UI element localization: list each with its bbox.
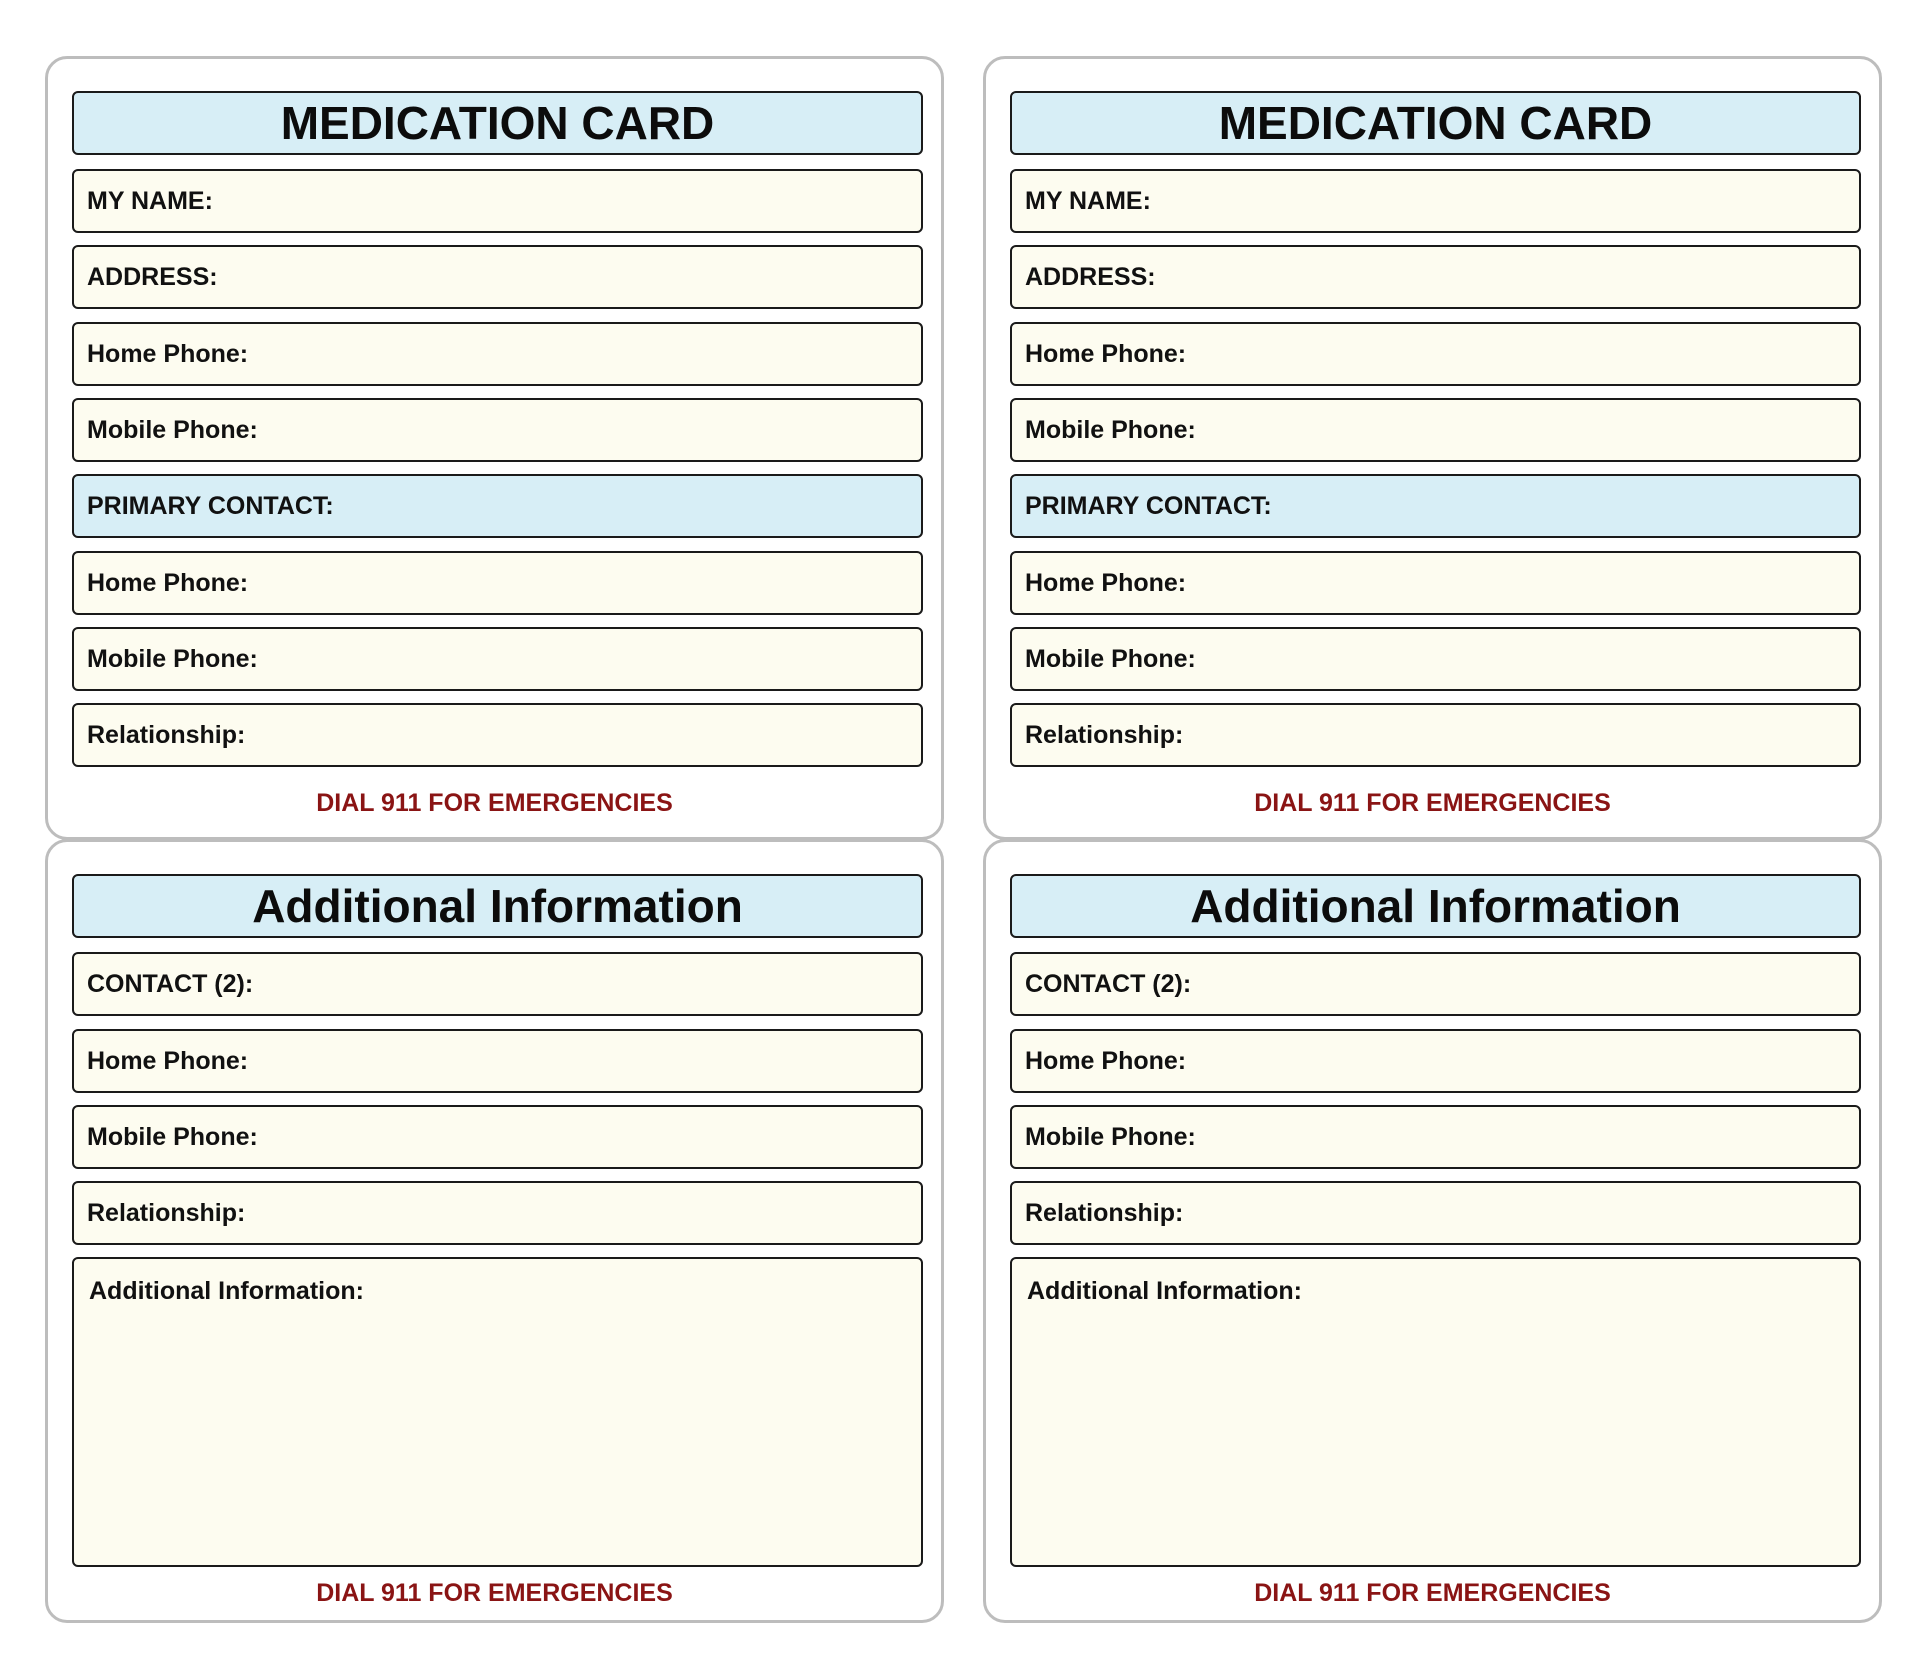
contact-home-phone-field[interactable]: Home Phone:: [1010, 551, 1861, 615]
emergency-notice: DIAL 911 FOR EMERGENCIES: [316, 789, 673, 817]
contact-2-relationship-field[interactable]: Relationship:: [1010, 1181, 1861, 1245]
address-field[interactable]: ADDRESS:: [1010, 245, 1861, 309]
card-title: Additional Information: [72, 874, 923, 938]
contact-2-mobile-phone-field[interactable]: Mobile Phone:: [72, 1105, 923, 1169]
address-field[interactable]: ADDRESS:: [72, 245, 923, 309]
medication-card-front-left: [45, 56, 944, 840]
home-phone-field[interactable]: Home Phone:: [72, 322, 923, 386]
mobile-phone-field[interactable]: Mobile Phone:: [1010, 398, 1861, 462]
contact-2-field[interactable]: CONTACT (2):: [72, 952, 923, 1016]
medication-card-front-right: [983, 56, 1882, 840]
my-name-field[interactable]: MY NAME:: [72, 169, 923, 233]
additional-information-field[interactable]: Additional Information:: [1010, 1257, 1861, 1567]
my-name-field[interactable]: MY NAME:: [1010, 169, 1861, 233]
emergency-notice: DIAL 911 FOR EMERGENCIES: [316, 1579, 673, 1607]
card-title: MEDICATION CARD: [1010, 91, 1861, 155]
additional-information-field[interactable]: Additional Information:: [72, 1257, 923, 1567]
mobile-phone-field[interactable]: Mobile Phone:: [72, 398, 923, 462]
contact-2-home-phone-field[interactable]: Home Phone:: [1010, 1029, 1861, 1093]
relationship-field[interactable]: Relationship:: [1010, 703, 1861, 767]
additional-info-card-left: [45, 839, 944, 1623]
contact-2-field[interactable]: CONTACT (2):: [1010, 952, 1861, 1016]
contact-home-phone-field[interactable]: Home Phone:: [72, 551, 923, 615]
contact-2-relationship-field[interactable]: Relationship:: [72, 1181, 923, 1245]
relationship-field[interactable]: Relationship:: [72, 703, 923, 767]
primary-contact-field[interactable]: PRIMARY CONTACT:: [72, 474, 923, 538]
contact-2-home-phone-field[interactable]: Home Phone:: [72, 1029, 923, 1093]
home-phone-field[interactable]: Home Phone:: [1010, 322, 1861, 386]
emergency-notice: DIAL 911 FOR EMERGENCIES: [1254, 1579, 1611, 1607]
primary-contact-field[interactable]: PRIMARY CONTACT:: [1010, 474, 1861, 538]
emergency-notice: DIAL 911 FOR EMERGENCIES: [1254, 789, 1611, 817]
contact-mobile-phone-field[interactable]: Mobile Phone:: [1010, 627, 1861, 691]
additional-info-card-right: [983, 839, 1882, 1623]
card-title: MEDICATION CARD: [72, 91, 923, 155]
card-title: Additional Information: [1010, 874, 1861, 938]
contact-2-mobile-phone-field[interactable]: Mobile Phone:: [1010, 1105, 1861, 1169]
contact-mobile-phone-field[interactable]: Mobile Phone:: [72, 627, 923, 691]
